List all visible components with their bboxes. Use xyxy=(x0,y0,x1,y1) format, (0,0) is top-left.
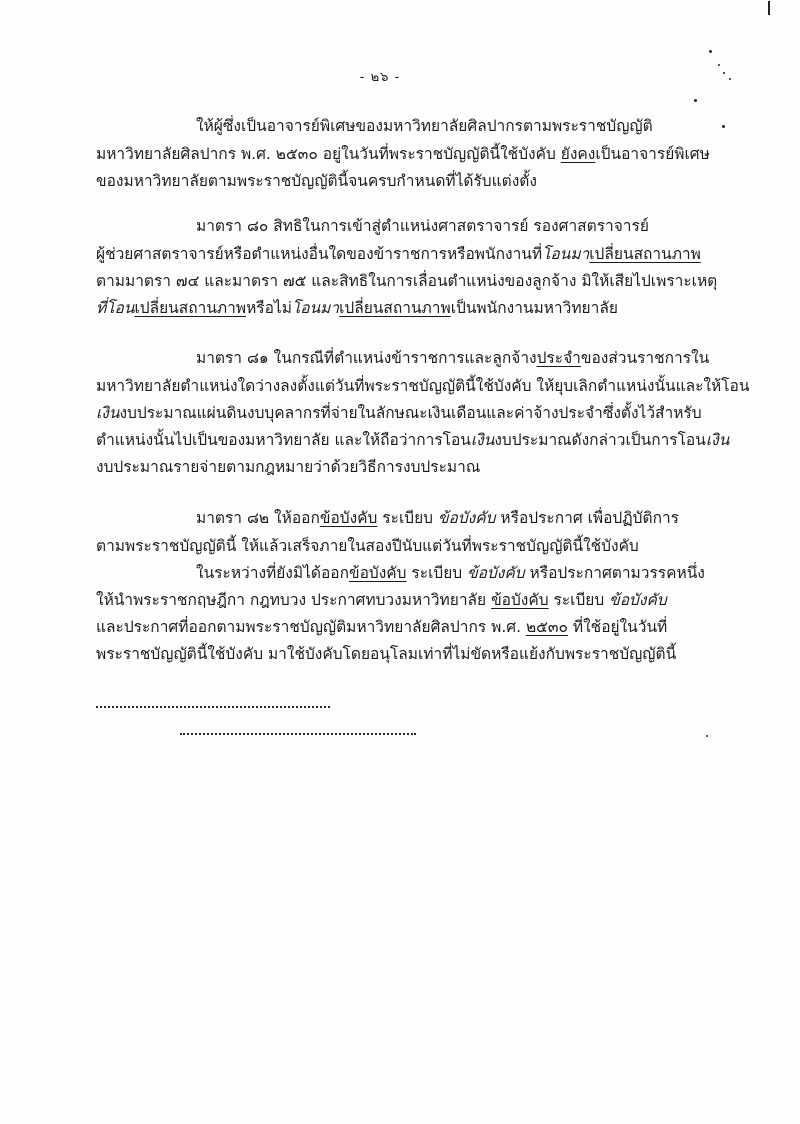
section-81-line-3 xyxy=(96,403,702,423)
handwritten-word: เงิน xyxy=(705,431,730,449)
underlined-word: ประจำ xyxy=(536,349,581,367)
p1-underlined-word: ยังคง xyxy=(560,145,596,163)
section-82-line-5 xyxy=(96,617,667,637)
text: งบประมาณดังกล่าวเป็นการโอน xyxy=(494,431,706,449)
text: เป็นพนักงานมหาวิทยาลัย xyxy=(450,299,618,317)
scan-speck xyxy=(729,78,731,80)
text: ระเบียบ xyxy=(377,509,438,527)
scan-speck xyxy=(709,50,712,53)
underlined-year: ๒๕๓๐ xyxy=(525,618,568,636)
handwritten-word: ข้อบังคับ xyxy=(609,591,667,609)
section-82-line-4 xyxy=(96,590,667,610)
underlined-phrase: เปลี่ยนสถานภาพ xyxy=(589,245,701,263)
text: หรือไม่ xyxy=(246,299,292,317)
section-81-line-5: งบประมาณรายจ่ายตามกฎหมายว่าด้วยวิธีการงบประมาณ xyxy=(96,458,481,476)
text: และประกาศที่ออกตามพระราชบัญญัติมหาวิทยาลัยศิลปากร พ.ศ. xyxy=(96,618,526,636)
p1-line-2 xyxy=(96,144,710,164)
handwritten-word: ข้อบังคับ xyxy=(437,509,496,527)
underlined-word: ข้อบังคับ xyxy=(348,564,407,582)
text: ระเบียบ xyxy=(406,564,468,582)
section-82-line-1 xyxy=(196,508,679,528)
text: มาตรา ๘๑ ในกรณีที่ตำแหน่งข้าราชการและลูกจ้าง xyxy=(196,349,537,367)
handwritten-word: เงิน xyxy=(470,431,495,449)
dotted-divider-1 xyxy=(96,706,330,708)
scan-speck xyxy=(718,64,720,66)
text: ของส่วนราชการใน xyxy=(580,349,710,367)
p1-text: เป็นอาจารย์พิเศษ xyxy=(595,145,710,163)
text: ในระหว่างที่ยังมิได้ออก xyxy=(196,564,349,582)
text: ให้นำพระราชกฤษฎีกา กฎทบวง ประกาศทบวงมหาวิทยาลัย xyxy=(96,591,492,609)
p1-text: มหาวิทยาลัยศิลปากร พ.ศ. ๒๕๓๐ อยู่ในวันที่พระราชบัญญัตินี้ใช้บังคับ xyxy=(96,145,561,163)
section-80-line-3: ตามมาตรา ๗๔ และมาตรา ๗๕ และสิทธิในการเลื่อนตำแหน่งของลูกจ้าง มิให้เสียไปเพราะเหตุ xyxy=(96,272,718,290)
underlined-phrase: เปลี่ยนสถานภาพ xyxy=(134,299,247,317)
handwritten-word: เงิน xyxy=(96,404,120,422)
scan-speck xyxy=(706,735,708,737)
text: ตำแหน่งนั้นไปเป็นของมหาวิทยาลัย และให้ถือว่าการโอน xyxy=(96,431,471,449)
section-82-line-6: พระราชบัญญัตินี้ใช้บังคับ มาใช้บังคับโดยอนุโลมเท่าที่ไม่ขัดหรือแย้งกับพระราชบัญญัตินี้ xyxy=(96,645,677,663)
underlined-word: ข้อบังคับ xyxy=(319,509,378,527)
section-81-line-1 xyxy=(196,348,709,368)
underlined-word: ข้อบังคับ xyxy=(491,591,549,609)
handwritten-word: โอนมา xyxy=(291,299,340,317)
text: หรือประกาศตามวรรคหนึ่ง xyxy=(524,564,705,582)
section-81-line-4 xyxy=(96,430,729,450)
p1-line-3: ของมหาวิทยาลัยตามพระราชบัญญัตินี้จนครบกำหนดที่ได้รับแต่งตั้ง xyxy=(96,172,537,190)
underlined-phrase: เปลี่ยนสถานภาพ xyxy=(339,299,451,317)
handwritten-word: โอนมา xyxy=(542,245,590,263)
text: หรือประกาศ เพื่อปฏิบัติการ xyxy=(495,509,679,527)
scan-speck xyxy=(722,125,725,128)
section-82-line-2: ตามพระราชบัญญัตินี้ ให้แล้วเสร็จภายในสองปีนับแต่วันที่พระราชบัญญัตินี้ใช้บังคับ xyxy=(96,537,639,555)
scan-speck xyxy=(723,72,725,74)
p1-line-1: ให้ผู้ซึ่งเป็นอาจารย์พิเศษของมหาวิทยาลัยศิลปากรตามพระราชบัญญัติ xyxy=(196,117,653,135)
text: มาตรา ๘๒ ให้ออก xyxy=(196,509,320,527)
scan-speck xyxy=(768,1,770,15)
section-82-line-3 xyxy=(196,563,705,583)
text: ระเบียบ xyxy=(548,591,610,609)
dotted-divider-2 xyxy=(180,733,416,735)
section-80-line-2 xyxy=(96,244,701,264)
handwritten-word: ที่โอน xyxy=(96,299,135,317)
text: งบประมาณแผ่นดินงบบุคลากรที่จ่ายในลักษณะเงินเดือนและค่าจ้างประจำซึ่งตั้งไว้สำหรับ xyxy=(119,404,702,422)
section-80-line-1: มาตรา ๘๐ สิทธิในการเข้าสู่ตำแหน่งศาสตราจารย์ รองศาสตราจารย์ xyxy=(196,217,649,235)
section-80-line-4 xyxy=(96,298,618,318)
text: ที่ใช้อยู่ในวันที่ xyxy=(567,618,668,636)
section-81-line-2: มหาวิทยาลัยตำแหน่งใดว่างลงตั้งแต่วันที่พระราชบัญญัตินี้ใช้บังคับ ให้ยุบเลิกตำแหน่งนั้นและให้โอน xyxy=(96,377,750,395)
text: ผู้ช่วยศาสตราจารย์หรือตำแหน่งอื่นใดของข้าราชการหรือพนักงานที่ xyxy=(96,245,543,263)
page-number: - ๒๖ - xyxy=(359,70,401,85)
scan-speck xyxy=(694,99,697,102)
handwritten-word: ข้อบังคับ xyxy=(467,564,525,582)
